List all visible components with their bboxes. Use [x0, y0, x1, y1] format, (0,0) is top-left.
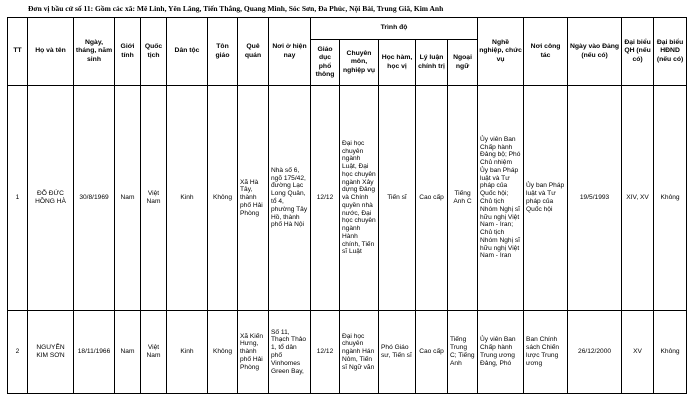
col-header-ton-giao: Tôn giáo [208, 18, 238, 86]
cell-ngay-vao-dang: 26/12/2000 [568, 311, 622, 394]
cell-noi-o-hien-nay: Nhà số 6, ngõ 175/42, đường Lạc Long Quân, tổ 4, phường Tây Hồ, thành phố Hà Nội [269, 86, 311, 311]
col-header-dai-bieu-qh: Đại biểu QH (nếu có) [622, 18, 654, 86]
candidate-table [7, 17, 687, 394]
col-header-hoc-ham-hoc-vi: Học hàm, học vị [379, 40, 416, 86]
cell-dai-bieu-qh: XV [622, 311, 654, 394]
col-header-ly-luan-chinh-tri: Lý luận chính trị [416, 40, 448, 86]
col-header-chuyen-mon: Chuyên môn, nghiệp vụ [340, 40, 379, 86]
cell-hoc-ham-hoc-vi: Tiến sĩ [379, 86, 416, 311]
col-header-ngay-vao-dang: Ngày vào Đảng (nếu có) [568, 18, 622, 86]
col-header-tt: TT [8, 18, 28, 86]
col-header-nghe-nghiep: Nghề nghiệp, chức vụ [478, 18, 524, 86]
cell-ly-luan-chinh-tri: Cao cấp [416, 311, 448, 394]
col-header-que-quan: Quê quán [238, 18, 269, 86]
cell-tt: 1 [8, 86, 28, 311]
cell-gioi-tinh: Nam [115, 86, 141, 311]
cell-dai-bieu-hdnd: Không [654, 311, 687, 394]
cell-nghe-nghiep: Ủy viên Ban Chấp hành Trung ương Đảng, Phó [478, 311, 524, 394]
cell-noi-cong-tac: Ủy ban Pháp luật và Tư pháp của Quốc hội [524, 86, 568, 311]
candidate-row-2 [8, 311, 687, 394]
table-header [8, 18, 687, 86]
cell-hoc-ham-hoc-vi: Phó Giáo sư, Tiến sĩ [379, 311, 416, 394]
cell-dai-bieu-hdnd: Không [654, 86, 687, 311]
cell-dai-bieu-qh: XIV, XV [622, 86, 654, 311]
col-header-ngay-sinh: Ngày, tháng, năm sinh [74, 18, 115, 86]
cell-ho-va-ten: ĐỖ ĐỨC HỒNG HÀ [28, 86, 74, 311]
cell-giao-duc-pho-thong: 12/12 [311, 86, 340, 311]
cell-gioi-tinh: Nam [115, 311, 141, 394]
page-title: Đơn vị bầu cử số 11: Gồm các xã: Mê Linh, Yên Lãng, Tiến Thắng, Quang Minh, Sóc Sơn, Đa Phúc, Nội Bài, Trung Giã, Kim Anh [28, 4, 444, 13]
cell-chuyen-mon: Đại học chuyên ngành Hán Nôm, Tiến sĩ Ngữ văn [340, 311, 379, 394]
candidate-row-1 [8, 86, 687, 311]
cell-dan-toc: Kinh [167, 311, 208, 394]
cell-tt: 2 [8, 311, 28, 394]
group-header-trinh-do: Trình độ [311, 18, 478, 40]
col-header-quoc-tich: Quốc tịch [141, 18, 167, 86]
cell-ngoai-ngu: Tiếng Trung C; Tiếng Anh [448, 311, 478, 394]
cell-quoc-tich: Việt Nam [141, 86, 167, 311]
cell-noi-cong-tac: Ban Chính sách Chiến lược Trung ương [524, 311, 568, 394]
cell-nghe-nghiep: Ủy viên Ban Chấp hành Đảng bộ; Phó Chủ nhiệm Ủy ban Pháp luật và Tư pháp của Quốc hội; Chủ tịch Nhóm Nghị sĩ hữu nghị Việt Nam - Iran; Chủ tịch Nhóm Nghị sĩ hữu nghị Việt Nam - Iran [478, 86, 524, 311]
cell-ngay-sinh: 30/8/1969 [74, 86, 115, 311]
cell-giao-duc-pho-thong: 12/12 [311, 311, 340, 394]
col-header-noi-o-hien-nay: Nơi ở hiện nay [269, 18, 311, 86]
cell-que-quan: Xã Hà Tây, thành phố Hải Phòng [238, 86, 269, 311]
col-header-noi-cong-tac: Nơi công tác [524, 18, 568, 86]
cell-ngay-vao-dang: 19/5/1993 [568, 86, 622, 311]
col-header-giao-duc-pho-thong: Giáo dục phổ thông [311, 40, 340, 86]
col-header-ho-va-ten: Họ và tên [28, 18, 74, 86]
cell-noi-o-hien-nay: Số 11, Thạch Thảo 1, tổ dân phố Vinhomes Green Bay, [269, 311, 311, 394]
cell-ton-giao: Không [208, 311, 238, 394]
cell-ton-giao: Không [208, 86, 238, 311]
cell-que-quan: Xã Kiến Hưng, thành phố Hải Phòng [238, 311, 269, 394]
col-header-ngoai-ngu: Ngoại ngữ [448, 40, 478, 86]
col-header-dai-bieu-hdnd: Đại biểu HĐND (nếu có) [654, 18, 687, 86]
cell-quoc-tich: Việt Nam [141, 311, 167, 394]
cell-ho-va-ten: NGUYỄN KIM SƠN [28, 311, 74, 394]
cell-ngoai-ngu: Tiếng Anh C [448, 86, 478, 311]
cell-ngay-sinh: 18/11/1966 [74, 311, 115, 394]
cell-chuyen-mon: Đại học chuyên ngành Luật, Đại học chuyên ngành Xây dựng Đảng và Chính quyền nhà nước, Đại học chuyên ngành Hành chính, Tiến sĩ Luật [340, 86, 379, 311]
col-header-dan-toc: Dân tộc [167, 18, 208, 86]
cell-dan-toc: Kinh [167, 86, 208, 311]
cell-ly-luan-chinh-tri: Cao cấp [416, 86, 448, 311]
col-header-gioi-tinh: Giới tính [115, 18, 141, 86]
